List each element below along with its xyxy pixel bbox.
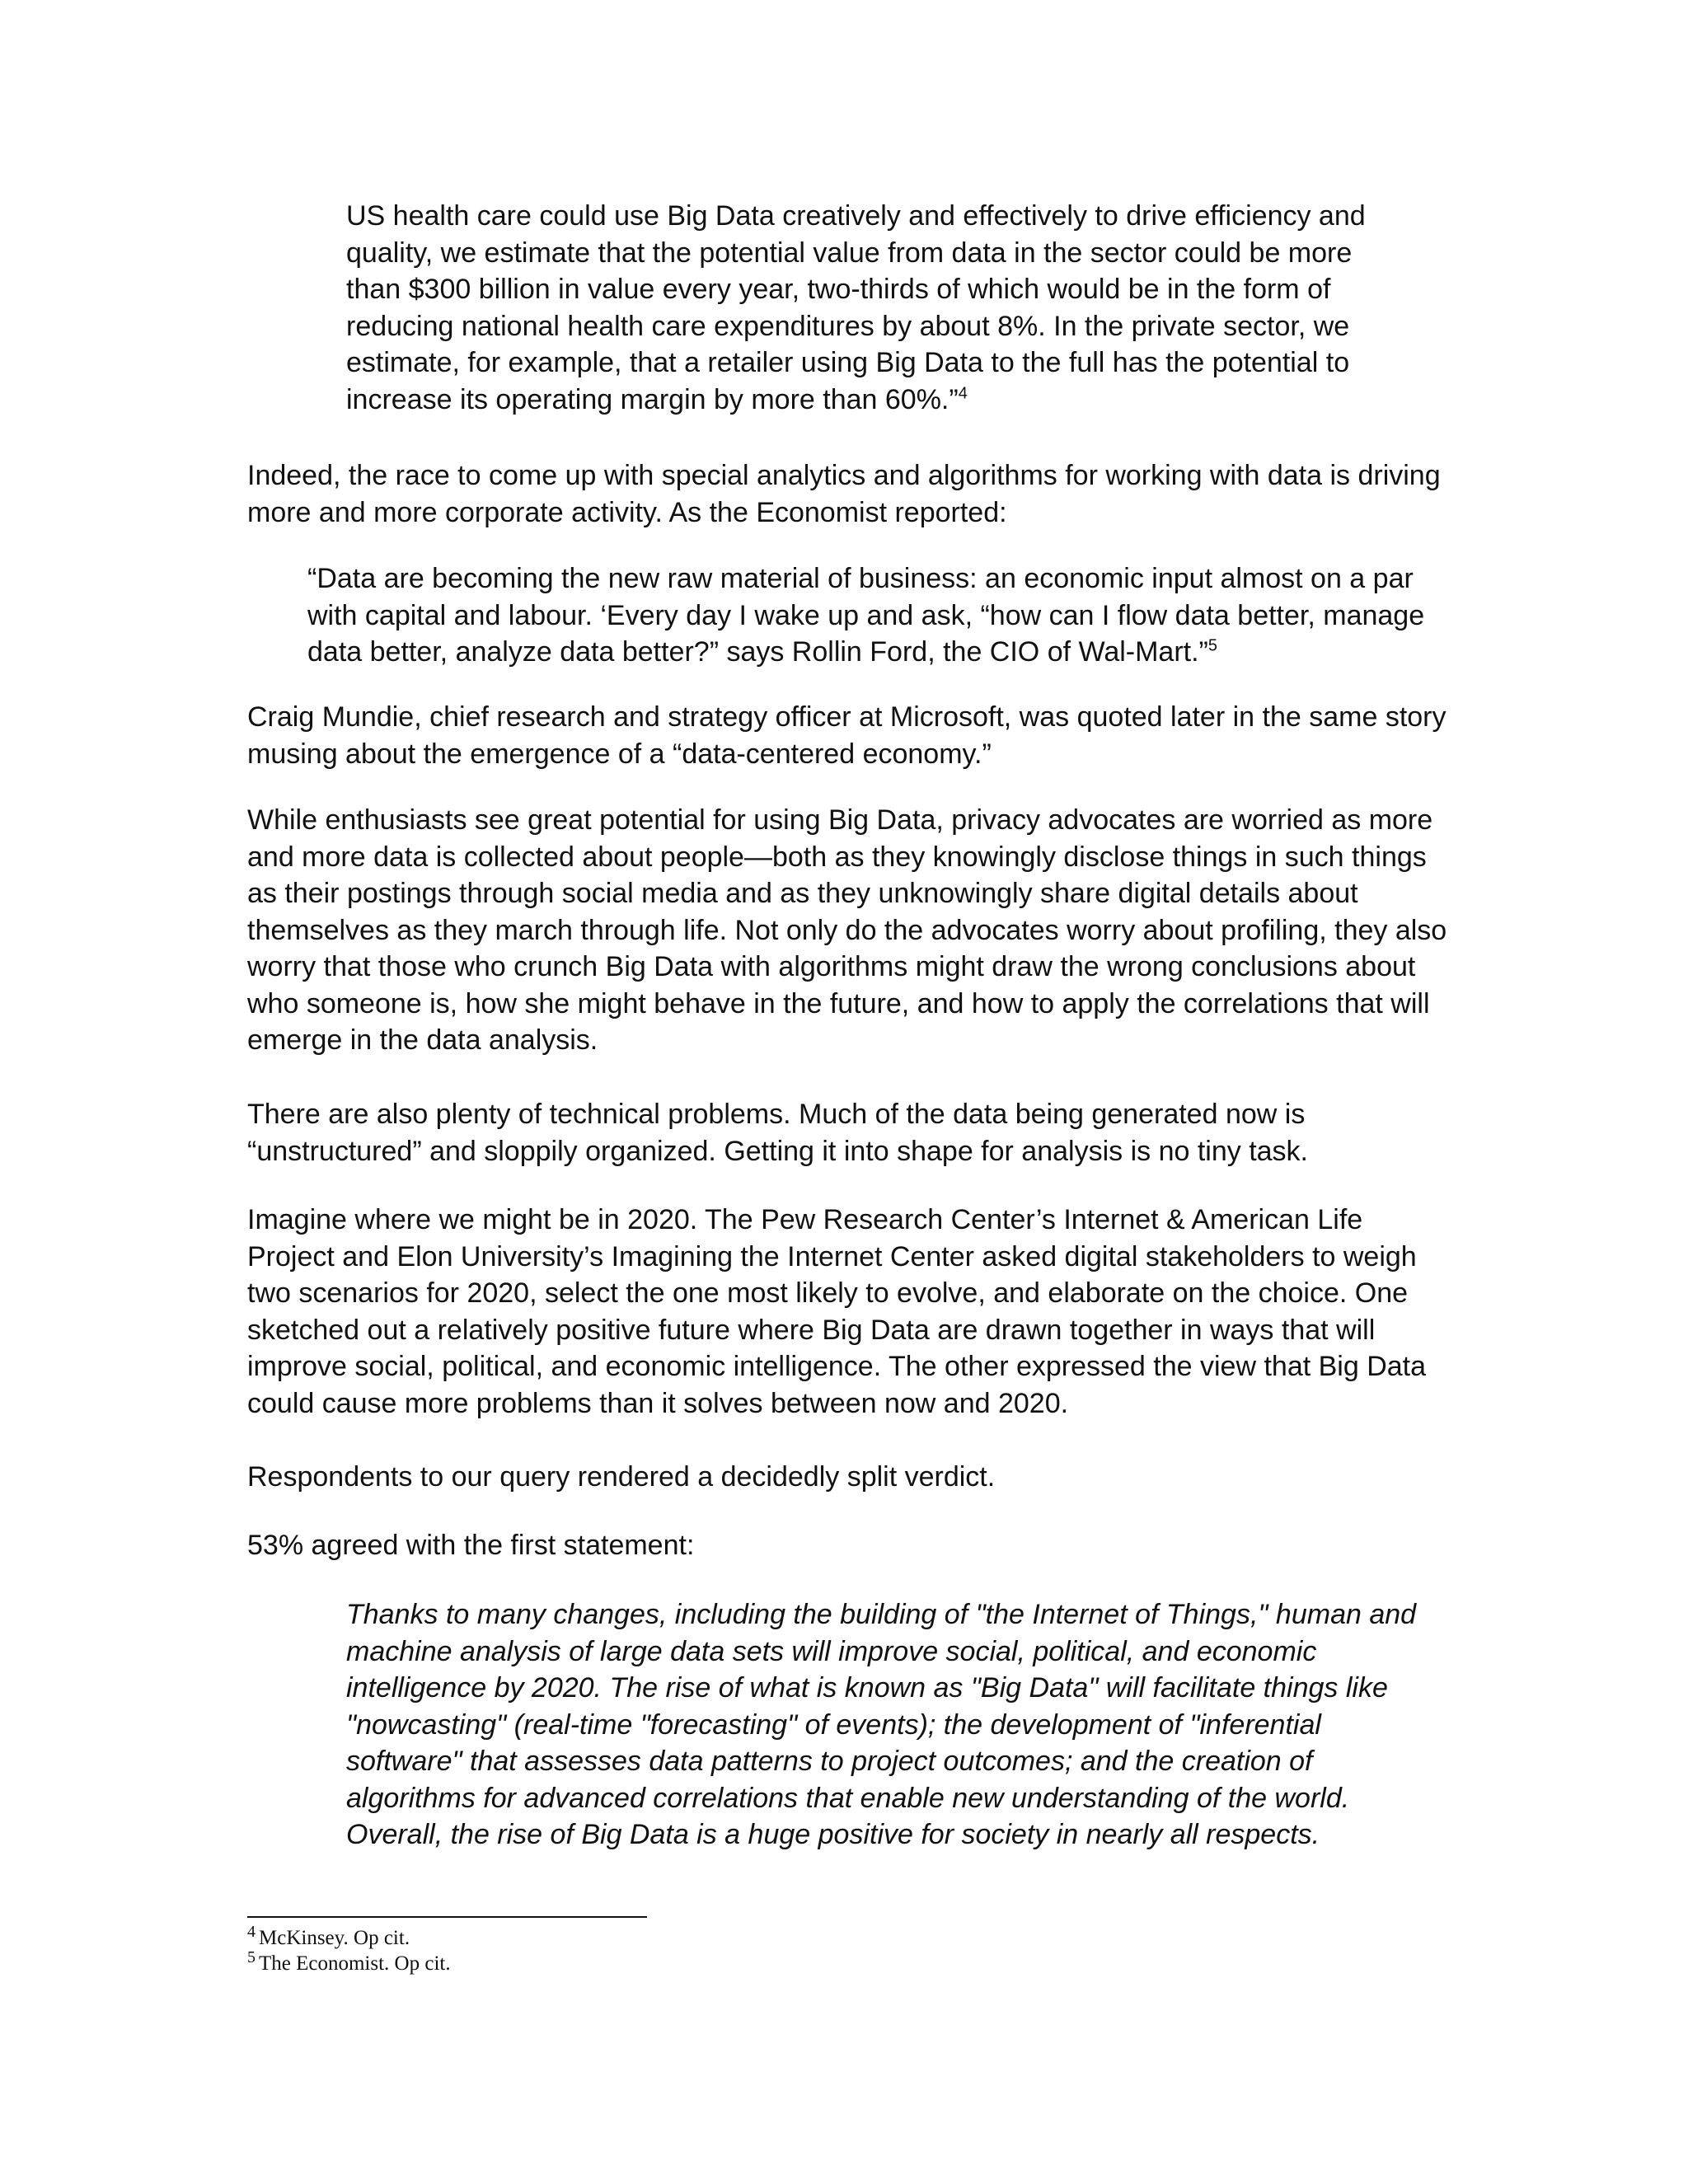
paragraph-imagine-2020: Imagine where we might be in 2020. The Pew Research Center’s Internet & American Life Project and Elon University’s Imagining the Internet Center asked digital stakeholders to weigh two scenarios for 2020, select the one most likely to evolve, and elaborate on the choice. One sketched out a relatively positive future where Big Data are drawn together in ways that will improve social, political, and economic intelligence. The other expressed the view that Big Data could cause more problems than it solves between now and 2020. <box>247 1204 1427 1419</box>
footnote-separator <box>247 1916 647 1918</box>
paragraph-technical-problems: There are also plenty of technical problems. Much of the data being generated now is “unstructured” and sloppily organized. Getting it into shape for analysis is no tiny task. <box>247 1099 1309 1167</box>
footnote-number: 5 <box>247 1947 256 1966</box>
paragraph-mundie: Craig Mundie, chief research and strategy officer at Microsoft, was quoted later in the same story musing about the emergence of a “data-centered economy.” <box>247 701 1447 770</box>
block-quote-first-statement: Thanks to many changes, including the building of "the Internet of Things," human and machine analysis of large data sets will improve social, political, and economic intelligence by 2020. The rise of what is known as "Big Data" will facilitate things like "nowcasting" (real-time "forecasting" of events); the development of "inferential software" that assesses data patterns to project outcomes; and the creation of algorithms for advanced correlations that enable new understanding of the world. Overall, the rise of Big Data is a huge positive for society in nearly all respects. <box>346 1599 1417 1850</box>
paragraph-race: Indeed, the race to come up with special analytics and algorithms for working with data is driving more and more corporate activity. As the Economist reported: <box>247 460 1441 528</box>
quote-economist-text: “Data are becoming the new raw material of business: an economic input almost on a par with capital and labour. ‘Every day I wake up and ask, “how can I flow data better, manage data better, analyze data better?” says Rollin Ford, the CIO of Wal-Mart.” <box>307 563 1425 668</box>
footnote-ref-5: 5 <box>1207 636 1218 655</box>
quote-mckinsey-text: US health care could use Big Data creatively and effectively to drive efficiency and quality, we estimate that the potential value from data in the sector could be more than $300 billion in value every year, two-thirds of which would be in the form of reducing national health care expenditures by about 8%. In the private sector, we estimate, for example, that a retailer using Big Data to the full has the potential to increase its operating margin by more than 60%.” <box>346 200 1366 415</box>
footnote-ref-4: 4 <box>958 384 968 403</box>
block-quote-economist <box>307 560 1461 671</box>
footnote-text: The Economist. Op cit. <box>259 1952 451 1975</box>
footnote-number: 4 <box>247 1922 256 1941</box>
footnote-5 <box>247 1947 907 1976</box>
footnote-text: McKinsey. Op cit. <box>259 1927 410 1949</box>
footnote-4 <box>247 1922 907 1951</box>
paragraph-split-verdict: Respondents to our query rendered a decidedly split verdict. <box>247 1461 996 1493</box>
paragraph-privacy: While enthusiasts see great potential for using Big Data, privacy advocates are worried as more and more data is collected about people—both as they knowingly disclose things in such things as their postings through social media and as they unknowingly share digital details about themselves as they march through life. Not only do the advocates worry about profiling, they also worry that those who crunch Big Data with algorithms might draw the wrong conclusions about who someone is, how she might behave in the future, and how to apply the correlations that will emerge in the data analysis. <box>247 804 1447 1056</box>
paragraph-53-percent: 53% agreed with the first statement: <box>247 1530 695 1561</box>
block-quote-mckinsey <box>346 198 1368 418</box>
